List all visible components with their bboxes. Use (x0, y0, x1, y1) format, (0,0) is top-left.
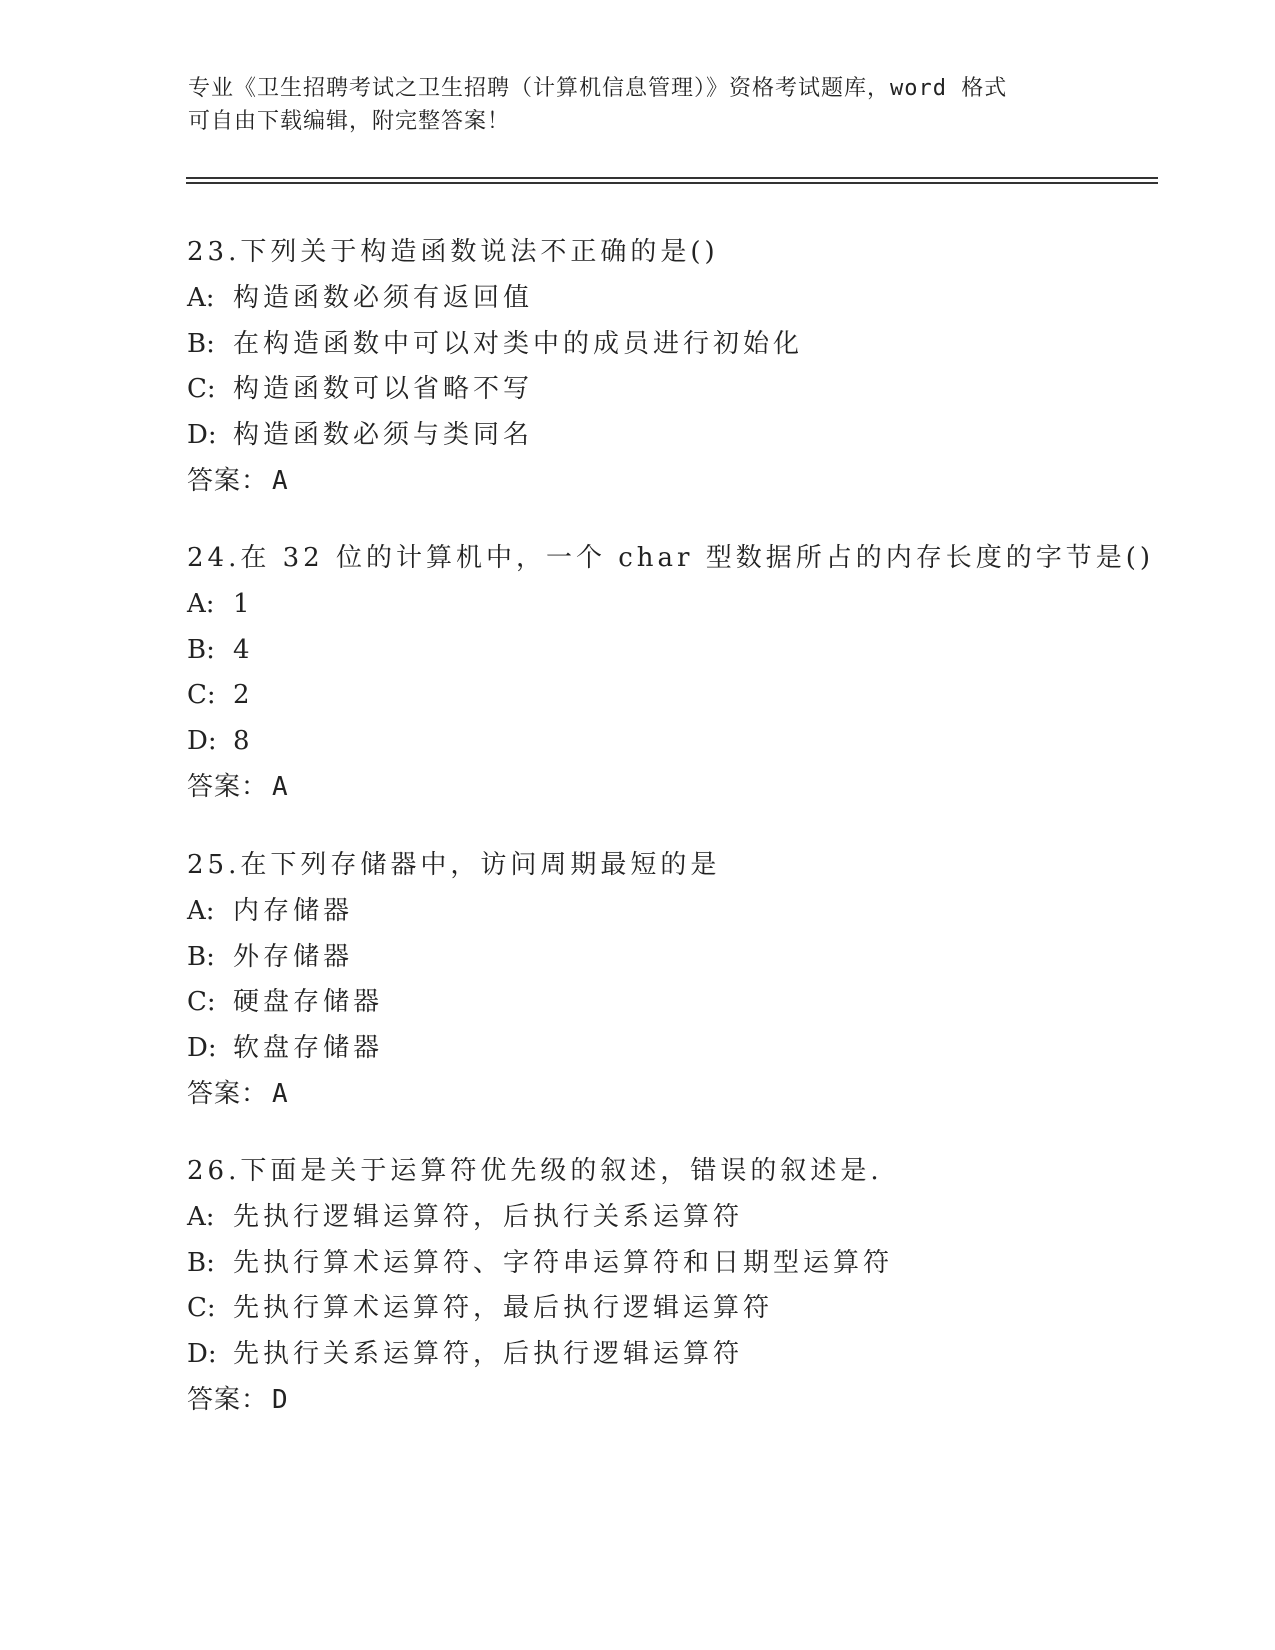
option-a (187, 1195, 1187, 1241)
question-25 (187, 843, 1187, 1118)
question-26 (187, 1149, 1187, 1424)
option-text: 硬盘存储器 (233, 987, 384, 1018)
option-text: 内存储器 (233, 895, 354, 926)
option-b (187, 322, 1187, 368)
option-text: 软盘存储器 (233, 1033, 384, 1064)
option-text: 外存储器 (233, 941, 354, 972)
option-text: 构造函数可以省略不写 (233, 374, 534, 405)
option-key: A: (187, 1201, 215, 1232)
answer-line (187, 1072, 1187, 1118)
option-key: B: (187, 1247, 215, 1278)
option-text: 构造函数必须与类同名 (233, 420, 534, 451)
question-stem: 25.在下列存储器中，访问周期最短的是 (187, 850, 721, 880)
option-c (187, 367, 1187, 413)
answer-label: 答案： (187, 771, 269, 802)
option-key: C: (187, 987, 216, 1018)
option-key: C: (187, 1293, 216, 1324)
option-c (187, 673, 1187, 719)
document-header (188, 72, 1088, 138)
question-24 (187, 536, 1187, 811)
option-text: 1 (233, 588, 254, 619)
question-23 (187, 230, 1187, 505)
option-key: A: (187, 282, 215, 313)
option-d (187, 1026, 1187, 1072)
question-stem: 26.下面是关于运算符优先级的叙述，错误的叙述是. (187, 1156, 883, 1186)
answer-value: A (272, 771, 289, 802)
option-text: 先执行逻辑运算符，后执行关系运算符 (233, 1201, 744, 1232)
option-c (187, 980, 1187, 1026)
option-c (187, 1286, 1187, 1332)
option-text: 构造函数必须有返回值 (233, 282, 534, 313)
answer-value: A (272, 1078, 289, 1109)
option-text: 2 (233, 680, 254, 711)
option-key: B: (187, 941, 215, 972)
option-key: D: (187, 1033, 217, 1064)
option-b (187, 1241, 1187, 1287)
option-text: 先执行关系运算符，后执行逻辑运算符 (233, 1339, 744, 1370)
option-text: 先执行算术运算符、字符串运算符和日期型运算符 (233, 1247, 894, 1278)
header-line-1: 专业《卫生招聘考试之卫生招聘（计算机信息管理）》资格考试题库，word 格式 (188, 76, 1008, 101)
option-key: C: (187, 374, 216, 405)
answer-value: A (272, 465, 289, 496)
answer-label: 答案： (187, 1384, 269, 1415)
option-key: C: (187, 680, 216, 711)
option-text: 4 (233, 634, 254, 665)
option-key: A: (187, 588, 215, 619)
header-divider-top (186, 177, 1158, 179)
question-stem: 24.在 32 位的计算机中，一个 char 型数据所占的内存长度的字节是() (187, 543, 1155, 573)
option-key: D: (187, 420, 217, 451)
header-divider-bottom (186, 182, 1158, 184)
question-stem: 23.下列关于构造函数说法不正确的是() (187, 237, 719, 267)
answer-label: 答案： (187, 465, 269, 496)
header-line-2: 可自由下载编辑，附完整答案！ (188, 109, 511, 134)
option-b (187, 628, 1187, 674)
answer-line (187, 765, 1187, 811)
option-key: D: (187, 1339, 217, 1370)
option-d (187, 413, 1187, 459)
option-d (187, 1332, 1187, 1378)
option-text: 8 (233, 726, 254, 757)
answer-value: D (272, 1384, 289, 1415)
option-d (187, 719, 1187, 765)
option-key: A: (187, 895, 215, 926)
option-a (187, 582, 1187, 628)
option-key: B: (187, 328, 215, 359)
option-b (187, 935, 1187, 981)
answer-line (187, 1378, 1187, 1424)
option-text: 在构造函数中可以对类中的成员进行初始化 (233, 328, 804, 359)
answer-line (187, 459, 1187, 505)
answer-label: 答案： (187, 1078, 269, 1109)
option-text: 先执行算术运算符，最后执行逻辑运算符 (233, 1293, 774, 1324)
option-a (187, 276, 1187, 322)
option-key: D: (187, 726, 217, 757)
option-key: B: (187, 634, 215, 665)
option-a (187, 889, 1187, 935)
